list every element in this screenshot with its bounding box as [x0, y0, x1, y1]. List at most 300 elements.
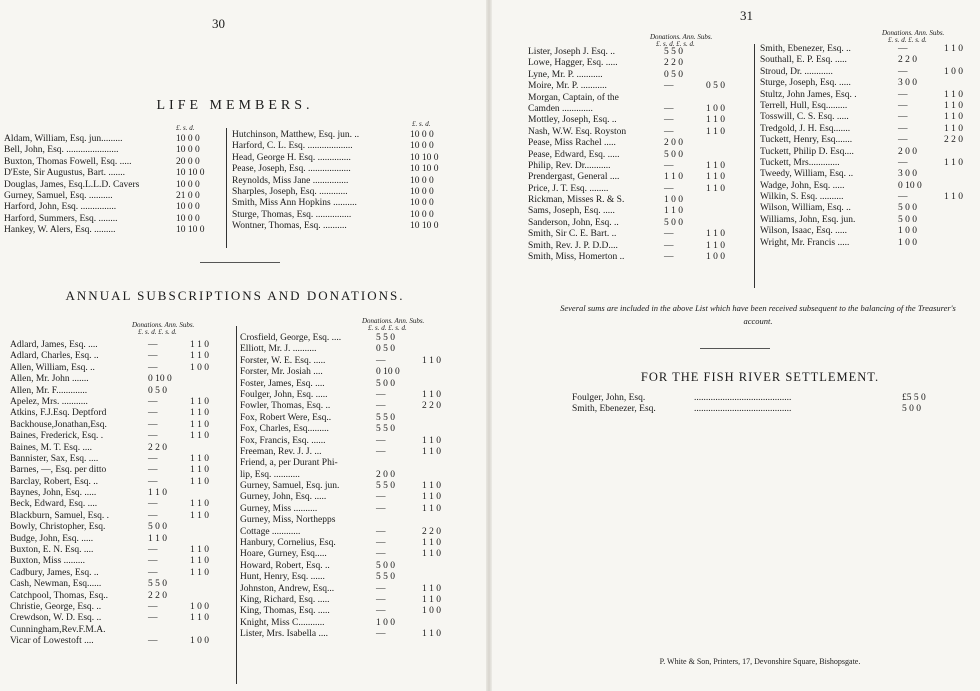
entry-name: Adlard, James, Esq. .... — [10, 340, 98, 350]
entry-amount: £5 5 0 — [902, 393, 926, 403]
annual-subscription-amount: 1 1 0 — [944, 157, 963, 168]
donation-amount: — — [148, 499, 158, 510]
annual-header-right-1: Donations. Ann. Subs. — [362, 317, 425, 325]
entry-amount: 10 10 0 — [176, 225, 205, 236]
entry-name: Head, George H. Esq. .............. — [232, 152, 351, 163]
list-row — [4, 180, 224, 191]
entry-amount: 10 0 0 — [176, 213, 200, 224]
annual-subscription-amount: 1 1 0 — [422, 446, 441, 457]
donation-amount: 2 0 0 — [898, 146, 917, 157]
entry-name: Buxton, E. N. Esq. .... — [10, 545, 94, 556]
donation-amount: 5 0 0 — [898, 203, 917, 214]
entry-amount: 10 0 0 — [410, 175, 434, 186]
list-row — [240, 356, 480, 367]
entry-name: Allen, Mr. F............. — [10, 385, 88, 396]
entry-name: Cottage ............ — [240, 526, 301, 537]
annual-subscription-amount: 1 1 0 — [190, 431, 209, 442]
list-row — [240, 629, 480, 640]
entry-name: D'Este, Sir Augustus, Bart. ....... — [4, 168, 125, 179]
donation-amount: — — [148, 362, 158, 373]
entry-name: Foster, James, Esq. .... — [240, 378, 325, 389]
donation-amount: — — [376, 435, 386, 446]
list-row — [10, 602, 232, 613]
annual-subscription-amount: 1 1 0 — [706, 229, 725, 240]
annual-subscription-amount: 1 1 0 — [190, 556, 209, 567]
list-row — [760, 135, 978, 146]
donation-amount: 1 0 0 — [664, 195, 683, 206]
donation-amount: — — [898, 100, 908, 111]
annual-subscription-amount: 2 2 0 — [422, 526, 441, 537]
annual-list-right — [240, 333, 480, 641]
list-row — [10, 591, 232, 602]
entry-amount: 10 0 0 — [176, 145, 200, 156]
annual-subscription-amount: 1 1 0 — [944, 44, 963, 54]
annual-subscription-amount: 1 1 0 — [706, 240, 725, 251]
entry-amount: 10 0 0 — [410, 209, 434, 220]
donation-amount: 1 0 0 — [376, 617, 395, 628]
entry-name: Lowe, Hagger, Esq. ..... — [528, 58, 618, 69]
entry-name: Tuckett, Mrs............. — [760, 157, 840, 168]
list-row — [760, 215, 978, 226]
donation-amount: — — [148, 613, 158, 624]
section-rule — [700, 348, 770, 349]
annual-subscription-amount: 1 1 0 — [422, 503, 441, 514]
entry-amount: 10 10 0 — [410, 164, 439, 175]
entry-name: Cash, Newman, Esq...... — [10, 579, 102, 590]
annual-subscription-amount: 1 1 0 — [190, 396, 209, 407]
entry-name: Foulger, John, Esq. ..... — [240, 389, 328, 400]
list-row — [4, 214, 224, 225]
entry-name: Wadge, John, Esq. ..... — [760, 180, 845, 191]
entry-name: Catchpool, Thomas, Esq.. — [10, 590, 108, 601]
donations-list-left — [528, 47, 752, 263]
donation-amount: — — [148, 476, 158, 487]
entry-name: Allen, Mr. John ....... — [10, 374, 89, 385]
list-row — [240, 458, 480, 469]
entry-name: Forster, W. E. Esq. ..... — [240, 355, 326, 366]
donation-amount: — — [148, 601, 158, 612]
annual-subscription-amount: 1 1 0 — [944, 100, 963, 111]
annual-subscription-amount: 1 1 0 — [190, 499, 209, 510]
entry-name: Gurney, Samuel, Esq. .......... — [4, 190, 113, 201]
donation-amount: — — [148, 545, 158, 556]
donation-amount: 5 5 0 — [148, 579, 167, 590]
list-row — [240, 504, 480, 515]
annual-subscription-amount: 1 1 0 — [190, 545, 209, 556]
entry-name: Bowly, Christopher, Esq. — [10, 522, 106, 533]
entry-name: Prendergast, General .... — [528, 172, 620, 183]
entry-name: Stroud, Dr. ............ — [760, 66, 833, 77]
entry-name: Lyne, Mr. P. ........... — [528, 69, 603, 80]
entry-name: Barnes, —, Esq. per ditto — [10, 465, 107, 476]
entry-name: Cadbury, James, Esq. .. — [10, 567, 99, 578]
donation-amount: 0 5 0 — [664, 69, 683, 80]
annual-subscription-amount: 1 1 0 — [422, 583, 441, 594]
entry-name: Baynes, John, Esq. ..... — [10, 488, 97, 499]
donation-amount: — — [376, 446, 386, 457]
list-row — [760, 238, 978, 249]
donation-amount: 5 0 0 — [664, 149, 683, 160]
list-row — [240, 492, 480, 503]
entry-amount: 10 10 0 — [176, 168, 205, 179]
list-row — [760, 112, 978, 123]
list-row — [10, 420, 232, 431]
entry-name: Friend, a, per Durant Phi- — [240, 458, 338, 469]
list-row — [240, 561, 480, 572]
annual-subscription-amount: 1 1 0 — [706, 172, 725, 183]
entry-name: King, Richard, Esq. ..... — [240, 594, 330, 605]
column-divider — [226, 128, 227, 248]
list-row — [760, 181, 978, 192]
list-row — [528, 184, 752, 195]
entry-name: Harford, Summers, Esq. ........ — [4, 213, 118, 224]
entry-name: Gurney, Samuel, Esq. jun. — [240, 481, 340, 492]
list-row — [10, 636, 232, 647]
list-row — [232, 176, 462, 187]
list-row — [240, 367, 480, 378]
entry-name: Tredgold, J. H. Esq....... — [760, 123, 851, 134]
entry-name: Crosfield, George, Esq. .... — [240, 333, 342, 343]
entry-name: Reynolds, Miss Jane ............... — [232, 175, 349, 186]
list-row — [240, 606, 480, 617]
donation-amount: 1 1 0 — [664, 206, 683, 217]
entry-name: Mottley, Joseph, Esq. .. — [528, 115, 617, 126]
annual-subscription-amount: 1 1 0 — [190, 613, 209, 624]
entry-name: Nash, W.W. Esq. Royston — [528, 126, 627, 137]
donation-amount: — — [376, 526, 386, 537]
entry-name: Bannister, Sax, Esq. .... — [10, 453, 99, 464]
donation-amount: — — [898, 157, 908, 168]
fish-river-title: FOR THE FISH RIVER SETTLEMENT. — [640, 370, 880, 384]
entry-name: Freeman, Rev. J. J. ... — [240, 446, 322, 457]
list-row — [10, 625, 232, 636]
list-row — [10, 386, 232, 397]
donation-amount: 0 10 0 — [376, 367, 400, 378]
annual-subscription-amount: 1 1 0 — [190, 465, 209, 476]
list-row — [10, 397, 232, 408]
entry-name: Hoare, Gurney, Esq..... — [240, 549, 327, 560]
list-row — [10, 579, 232, 590]
entry-name: Hutchinson, Matthew, Esq. jun. .. — [232, 130, 360, 140]
donation-amount: — — [664, 183, 674, 194]
right-page — [490, 0, 980, 691]
annual-subscription-amount: 1 1 0 — [190, 510, 209, 521]
list-row — [232, 198, 462, 209]
donation-amount: 2 2 0 — [148, 590, 167, 601]
entry-name: Wontner, Thomas, Esq. .......... — [232, 221, 347, 232]
entry-name: Moire, Mr. P. ........... — [528, 81, 607, 92]
entry-amount: 10 0 0 — [176, 134, 200, 144]
printer-imprint: P. White & Son, Printers, 17, Devonshire Square, Bishopsgate. — [659, 657, 861, 666]
list-row — [232, 153, 462, 164]
donation-amount: 1 0 0 — [898, 226, 917, 237]
list-row — [760, 158, 978, 169]
list-row — [10, 613, 232, 624]
list-row — [240, 549, 480, 560]
column-divider — [236, 326, 237, 684]
donation-amount: — — [148, 636, 158, 647]
entry-name: Apelez, Mrs. ........... — [10, 396, 88, 407]
donation-amount: 1 0 0 — [898, 237, 917, 248]
entry-name: Terrell, Hull, Esq......... — [760, 100, 848, 111]
donation-amount: 0 5 0 — [148, 385, 167, 396]
entry-name: King, Thomas, Esq. ..... — [240, 606, 330, 617]
donation-amount: — — [664, 115, 674, 126]
entry-name: Budge, John, Esq. ..... — [10, 533, 94, 544]
donation-amount: 2 0 0 — [376, 469, 395, 480]
list-row — [240, 424, 480, 435]
list-row — [10, 477, 232, 488]
list-row — [760, 101, 978, 112]
entry-name: Fox, Francis, Esq. ...... — [240, 435, 326, 446]
list-row — [240, 344, 480, 355]
donation-amount: — — [148, 465, 158, 476]
entry-name: Stultz, John James, Esq. . — [760, 89, 857, 100]
list-row — [760, 226, 978, 237]
donation-amount: — — [664, 252, 674, 263]
life-members-title: LIFE MEMBERS. — [156, 98, 314, 113]
annual-subscription-amount: 1 1 0 — [422, 435, 441, 446]
list-row — [528, 93, 752, 104]
list-row — [10, 340, 232, 351]
donation-amount: — — [376, 606, 386, 617]
list-row — [240, 481, 480, 492]
entry-name: Howard, Robert, Esq. .. — [240, 560, 330, 571]
list-row — [760, 55, 978, 66]
list-row — [10, 511, 232, 522]
entry-name: Atkins, F.J.Esq. Deptford — [10, 408, 107, 419]
donation-amount: — — [148, 396, 158, 407]
donation-amount: — — [664, 160, 674, 171]
list-row — [240, 470, 480, 481]
entry-amount: 10 0 0 — [176, 202, 200, 213]
list-row — [528, 195, 752, 206]
entry-name: Philip, Rev. Dr........... — [528, 160, 611, 171]
donation-amount: 2 0 0 — [664, 138, 683, 149]
entry-name: Aldam, William, Esq. jun......... — [4, 134, 123, 144]
annual-subscription-amount: 1 1 0 — [190, 419, 209, 430]
list-row — [528, 241, 752, 252]
entry-name: Hanbury, Cornelius, Esq. — [240, 538, 336, 549]
donation-amount: — — [376, 389, 386, 400]
list-row — [528, 138, 752, 149]
annual-subscription-amount: 1 1 0 — [944, 89, 963, 100]
entry-name: Johnston, Andrew, Esq... — [240, 583, 335, 594]
list-row — [4, 225, 224, 236]
annual-subscription-amount: 1 1 0 — [190, 453, 209, 464]
fish-river-row — [572, 393, 952, 404]
entry-name: Tweedy, William, Esq. .. — [760, 169, 854, 180]
donations-header-right-1: Donations. Ann. Subs. — [882, 29, 945, 37]
entry-name: Tuckett, Henry, Esq....... — [760, 135, 853, 146]
donation-amount: — — [664, 229, 674, 240]
fish-river-list — [572, 393, 952, 416]
donation-amount: 0 10 0 — [148, 374, 172, 385]
list-row — [760, 90, 978, 101]
entry-name: Cunningham,Rev.F.M.A. — [10, 624, 106, 635]
list-row — [10, 499, 232, 510]
donations-list-right — [760, 44, 978, 249]
donations-header-right-2: £. s. d. £. s. d. — [888, 36, 927, 44]
entry-name: Sanderson, John, Esq. .. — [528, 217, 619, 228]
list-row — [528, 47, 752, 58]
list-row — [528, 218, 752, 229]
column-divider — [754, 44, 755, 288]
list-row — [4, 134, 224, 145]
entry-name: Fox, Robert Were, Esq.. — [240, 412, 332, 423]
entry-amount: 10 10 0 — [410, 221, 439, 232]
life-members-list-right — [232, 130, 462, 233]
donation-amount: — — [148, 453, 158, 464]
donation-amount: — — [148, 408, 158, 419]
list-row — [528, 115, 752, 126]
list-row — [10, 488, 232, 499]
donation-amount: — — [664, 240, 674, 251]
donation-amount: — — [898, 44, 908, 54]
annual-header-left-2: £. s. d. £. s. d. — [138, 328, 177, 336]
entry-name: Wright, Mr. Francis ..... — [760, 237, 850, 248]
list-row — [240, 333, 480, 344]
donation-amount: 2 2 0 — [148, 442, 167, 453]
donation-amount: 5 5 0 — [664, 47, 683, 57]
donation-amount: — — [898, 135, 908, 146]
list-row — [760, 169, 978, 180]
annual-header-left-1: Donations. Ann. Subs. — [132, 321, 195, 329]
annual-subscription-amount: 1 1 0 — [422, 389, 441, 400]
entry-amount: 10 0 0 — [410, 186, 434, 197]
annual-subscription-amount: 1 1 0 — [422, 538, 441, 549]
donation-amount: — — [664, 126, 674, 137]
list-row — [240, 538, 480, 549]
entry-name: Adlard, Charles, Esq. .. — [10, 351, 99, 362]
entry-name: Southall, E. P. Esq. ..... — [760, 55, 847, 66]
list-row — [10, 534, 232, 545]
entry-name: Smith, Rev. J. P. D.D.... — [528, 240, 618, 251]
donation-amount: 5 0 0 — [898, 214, 917, 225]
entry-name: Smith, Ebenezer, Esq. — [572, 404, 656, 415]
annual-subscription-amount: 1 1 0 — [422, 492, 441, 503]
donation-amount: 5 0 0 — [376, 378, 395, 389]
entry-name: Buxton, Thomas Fowell, Esq. ..... — [4, 156, 132, 167]
donation-amount: — — [376, 492, 386, 503]
entry-name: Hankey, W. Alers, Esq. ......... — [4, 225, 116, 236]
donation-amount: 1 1 0 — [148, 533, 167, 544]
list-row — [760, 147, 978, 158]
entry-amount: 20 0 0 — [176, 156, 200, 167]
list-row — [240, 618, 480, 629]
list-row — [760, 67, 978, 78]
donation-amount: 5 0 0 — [664, 217, 683, 228]
donation-amount: — — [376, 594, 386, 605]
list-row — [10, 465, 232, 476]
donation-amount: — — [376, 503, 386, 514]
list-row — [4, 191, 224, 202]
donation-amount: — — [898, 192, 908, 203]
donation-amount: 5 5 0 — [376, 424, 395, 435]
list-row — [528, 127, 752, 138]
annual-subscription-amount: 1 0 0 — [422, 606, 441, 617]
entry-name: Gurney, John, Esq. ..... — [240, 492, 327, 503]
entry-name: Wilson, Isaac, Esq. ..... — [760, 226, 847, 237]
donation-amount: — — [898, 123, 908, 134]
fish-river-row — [572, 404, 952, 415]
list-row — [528, 172, 752, 183]
list-row — [240, 390, 480, 401]
list-row — [528, 206, 752, 217]
entry-name: Christie, George, Esq. .. — [10, 601, 102, 612]
entry-name: Camden ............. — [528, 103, 593, 114]
donation-amount: 5 0 0 — [148, 522, 167, 533]
entry-amount: 10 0 0 — [410, 130, 434, 140]
entry-name: Baines, M. T. Esq. .... — [10, 442, 92, 453]
entry-name: Tuckett, Philip D. Esq.... — [760, 146, 854, 157]
annual-subscriptions-title: ANNUAL SUBSCRIPTIONS AND DONATIONS. — [65, 288, 405, 303]
list-row — [240, 527, 480, 538]
donation-amount: 3 0 0 — [898, 78, 917, 89]
entry-name: Wilkin, S. Esq. .......... — [760, 192, 844, 203]
annual-subscription-amount: 1 1 0 — [190, 476, 209, 487]
list-row — [528, 252, 752, 263]
annual-subscription-amount: 1 1 0 — [422, 355, 441, 366]
entry-name: Beck, Edward, Esq. .... — [10, 499, 98, 510]
list-row — [760, 192, 978, 203]
donation-amount: 5 0 0 — [376, 560, 395, 571]
list-row — [240, 436, 480, 447]
donations-header-left-1: Donations. Ann. Subs. — [650, 33, 713, 41]
list-row — [528, 70, 752, 81]
entry-name: Crewdson, W. D. Esq. .. — [10, 613, 102, 624]
donations-header-left-2: £. s. d. £. s. d. — [656, 40, 695, 48]
entry-name: Baines, Frederick, Esq. . — [10, 431, 104, 442]
donation-amount: — — [664, 81, 674, 92]
entry-amount: 10 0 0 — [176, 179, 200, 190]
donation-amount: — — [376, 583, 386, 594]
list-row — [4, 202, 224, 213]
annual-subscription-amount: 1 0 0 — [706, 103, 725, 114]
entry-name: lip, Esq. ........... — [240, 469, 300, 480]
list-row — [240, 584, 480, 595]
donation-amount: — — [898, 112, 908, 123]
entry-name: Foulger, John, Esq. — [572, 393, 646, 403]
list-row — [10, 522, 232, 533]
life-members-units-right: £. s. d. — [412, 120, 431, 128]
donation-amount: — — [376, 549, 386, 560]
entry-name: Sams, Joseph, Esq. ..... — [528, 206, 615, 217]
donation-amount: 1 1 0 — [664, 172, 683, 183]
entry-name: Harford, C. L. Esq. ................... — [232, 141, 353, 152]
entry-name: Smith, Miss, Homerton .. — [528, 252, 625, 263]
entry-name: Smith, Ebenezer, Esq. .. — [760, 44, 851, 54]
annual-subscription-amount: 1 1 0 — [706, 126, 725, 137]
treasurer-note: Several sums are included in the above List which have been received subsequent to the balancing of the Treasurer's account. — [560, 303, 956, 326]
entry-name: Smith, Miss Ann Hopkins .......... — [232, 198, 357, 209]
entry-name: Elliott, Mr. J. .......... — [240, 344, 317, 355]
annual-subscription-amount: 1 1 0 — [422, 481, 441, 492]
annual-subscription-amount: 1 0 0 — [706, 252, 725, 263]
list-row — [240, 379, 480, 390]
annual-subscription-amount: 1 1 0 — [706, 115, 725, 126]
entry-name: Vicar of Lowestoft .... — [10, 636, 94, 647]
annual-subscription-amount: 2 2 0 — [944, 135, 963, 146]
annual-subscription-amount: 1 1 0 — [944, 112, 963, 123]
list-row — [232, 210, 462, 221]
entry-name: Douglas, James, Esq.L.L.D. Cavers — [4, 179, 140, 190]
donation-amount: 5 5 0 — [376, 412, 395, 423]
donation-amount: 5 5 0 — [376, 572, 395, 583]
annual-subscription-amount: 1 1 0 — [944, 123, 963, 134]
annual-subscription-amount: 1 1 0 — [190, 351, 209, 362]
list-row — [232, 130, 462, 141]
